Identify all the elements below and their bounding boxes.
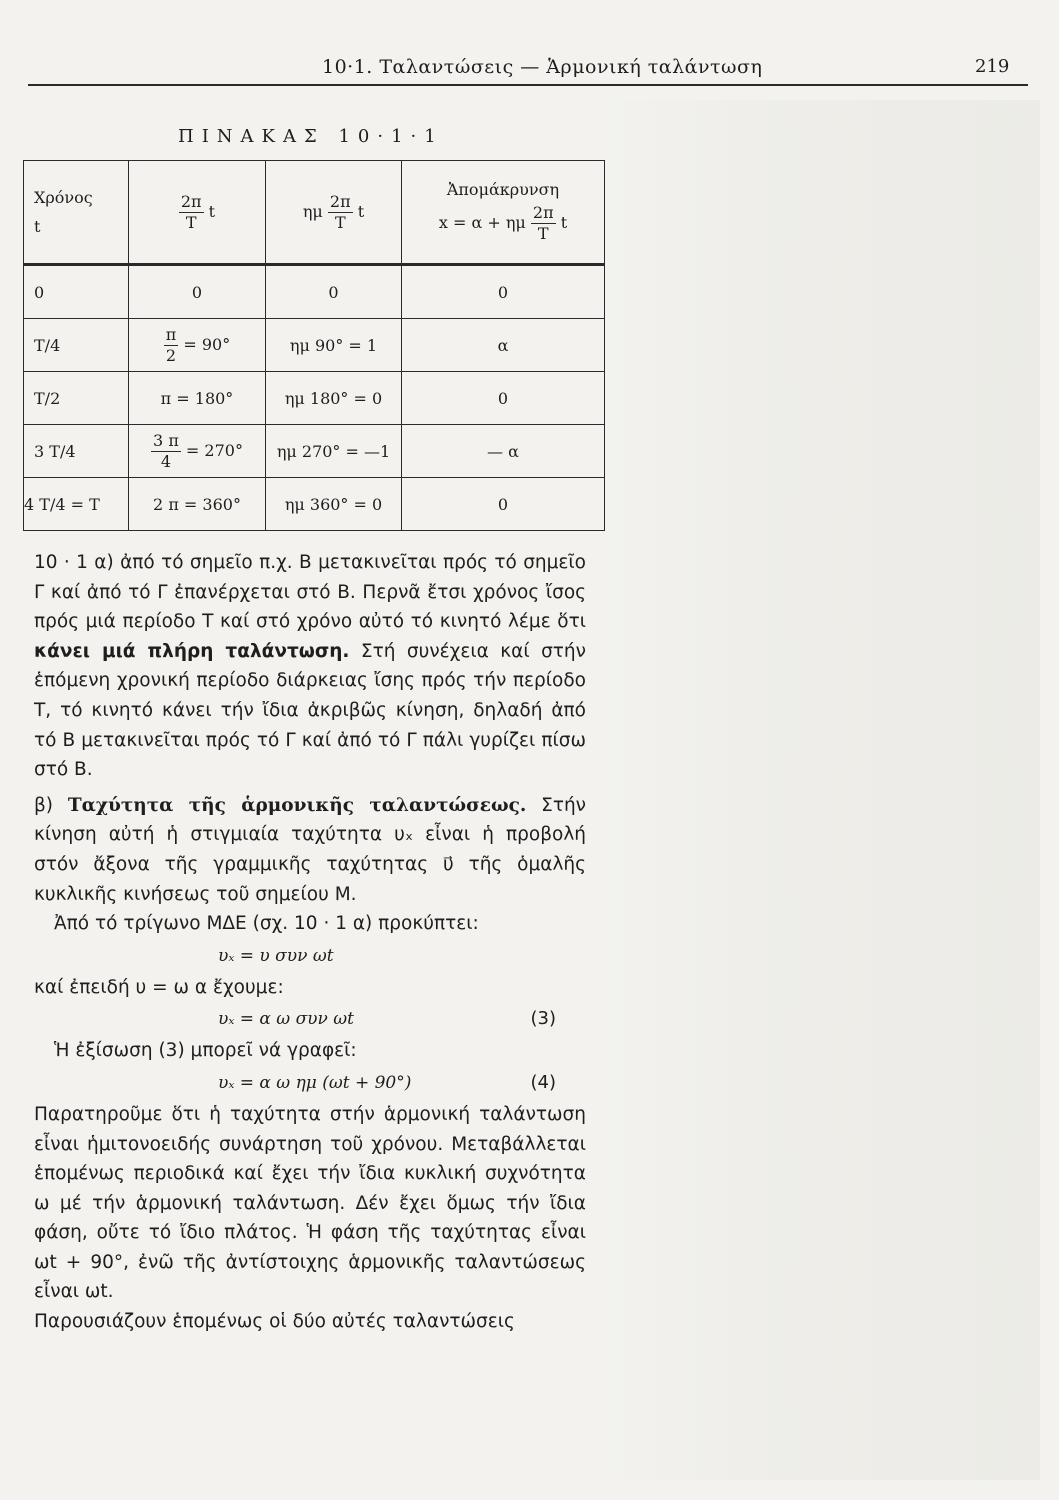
paragraph-velocity: β) Ταχύτητα τῆς ἁρμονικῆς ταλαντώσεως. Στήν κίνηση αὐτή ἡ στιγμιαία ταχύτητα υₓ εἶναι ἡ προβολή στόν ἄξονα τῆς γραμμικῆς ταχύτητας υ⃗ τῆς ὁμαλῆς κυκλικῆς κινήσεως τοῦ σημείου Μ. bbox=[34, 794, 587, 905]
cell-angle: $\frac{\pi}{2}$ = 90° bbox=[129, 319, 266, 372]
equation-4: υₓ = α ω ημ (ωt + 90°) (4) bbox=[34, 1066, 586, 1100]
header-displacement-title: Ἀπομάκρυνση bbox=[446, 180, 560, 199]
paragraph-full-oscillation: 10 · 1 α) ἀπό τό σημεῖο π.χ. Β μετακινεῖται πρός τό σημεῖο Γ καί ἀπό τό Γ ἐπανέρχεται στό Β. Περνᾶ ἔτσι χρόνος ἴσος πρός μιά περίοδο Τ καί στό χρόνο αὐτό τό κινητό λέμε ὅτι κάνει μιά πλήρη ταλάντωση. Στή συνέχεια καί στήν ἑπόμενη χρονική περίοδο διάρκειας ἴσης πρός τήν περίοδο Τ, τό κινητό κάνει τήν ἴδια ἀκριβῶς κίνηση, δηλαδή ἀπό τό Β μετακινεῖται πρός τό Γ καί ἀπό τό Γ πάλι γυρίζει πίσω στό Β. bbox=[34, 552, 586, 781]
cell-displacement: 0 bbox=[402, 372, 605, 425]
equation-1: υₓ = υ συν ωt bbox=[218, 945, 334, 966]
header-sine-func: ημ bbox=[302, 201, 323, 221]
table-row bbox=[24, 372, 605, 425]
oscillation-table bbox=[23, 160, 605, 531]
cell-time: 4 T/4 = T bbox=[24, 478, 129, 531]
table-row bbox=[24, 265, 605, 319]
cell-sine: ημ 180° = 0 bbox=[266, 372, 402, 425]
page-header bbox=[0, 0, 1059, 90]
show-through-shadow bbox=[600, 100, 1040, 1480]
header-time bbox=[24, 161, 129, 265]
equation-3-number: (3) bbox=[530, 1008, 556, 1030]
term-full-oscillation: κάνει μιά πλήρη ταλάντωση. bbox=[34, 640, 350, 662]
cell-sine: 0 bbox=[266, 265, 402, 319]
cell-angle: 2 π = 360° bbox=[129, 478, 266, 531]
header-rule bbox=[28, 84, 1028, 86]
table-row bbox=[24, 425, 605, 478]
table-header-row bbox=[24, 161, 605, 265]
cell-angle: $\frac{3 \pi}{4}$ = 270° bbox=[129, 425, 266, 478]
cell-time: T/2 bbox=[24, 372, 129, 425]
paragraph-rewrite: Ἡ ἐξίσωση (3) μπορεῖ νά γραφεῖ: bbox=[54, 1040, 357, 1062]
cell-angle: 0 bbox=[129, 265, 266, 319]
paragraph-triangle: Ἀπό τό τρίγωνο ΜΔΕ (σχ. 10 · 1 α) προκύπτει: bbox=[54, 913, 479, 935]
equation-3: υₓ = α ω συν ωt (3) bbox=[34, 1002, 586, 1036]
header-angle-fraction: $\frac{2\pi}{T}$ bbox=[180, 191, 202, 232]
page-number: 219 bbox=[975, 56, 1010, 77]
cell-time: 0 bbox=[24, 265, 129, 319]
header-time-symbol: t bbox=[34, 217, 41, 236]
header-time-label: Χρόνος bbox=[34, 188, 93, 207]
cell-displacement: α bbox=[402, 319, 605, 372]
cell-displacement: 0 bbox=[402, 265, 605, 319]
cell-time: 3 T/4 bbox=[24, 425, 129, 478]
table-title: ΠΙΝΑΚΑΣ 10·1·1 bbox=[178, 126, 444, 147]
header-displacement-fraction: $\frac{2\pi}{T}$ bbox=[532, 203, 554, 243]
header-sine-var: t bbox=[357, 201, 365, 221]
cell-sine: ημ 270° = —1 bbox=[266, 425, 402, 478]
header-sine bbox=[266, 161, 402, 265]
body-text bbox=[34, 548, 586, 1337]
cell-displacement: 0 bbox=[402, 478, 605, 531]
cell-sine: ημ 90° = 1 bbox=[266, 319, 402, 372]
header-displacement-formula: x = α + ημ bbox=[438, 213, 526, 232]
header-sine-fraction: $\frac{2\pi}{T}$ bbox=[329, 191, 351, 232]
cell-angle: π = 180° bbox=[129, 372, 266, 425]
paragraph-continuation: Παρουσιάζουν ἑπομένως οἱ δύο αὐτές ταλαντώσεις bbox=[34, 1311, 515, 1333]
cell-sine: ημ 360° = 0 bbox=[266, 478, 402, 531]
header-displacement bbox=[402, 161, 605, 265]
section-heading-velocity: Ταχύτητα τῆς ἁρμονικῆς ταλαντώσεως. bbox=[67, 794, 527, 816]
header-angle bbox=[129, 161, 266, 265]
table-row bbox=[24, 319, 605, 372]
cell-time: T/4 bbox=[24, 319, 129, 372]
paragraph-observation: Παρατηροῦμε ὅτι ἡ ταχύτητα στήν ἁρμονική ταλάντωση εἶναι ἡμιτονοειδής συνάρτηση τοῦ χρόνου. Μεταβάλλεται ἑπομένως περιοδικά καί ἔχει τήν ἴδια κυκλική συχνότητα ω μέ τήν ἁρμονική ταλάντωση. Δέν ἔχει ὅμως τήν ἴδια φάση, οὔτε τό ἴδιο πλάτος. Ἡ φάση τῆς ταχύτητας εἶναι ωt + 90°, ἐνῶ τῆς ἀντίστοιχης ἁρμονικῆς ταλαντώσεως εἶναι ωt. bbox=[34, 1103, 586, 1303]
running-title: 10·1. Ταλαντώσεις — Ἁρμονική ταλάντωση bbox=[322, 56, 763, 78]
table-row bbox=[24, 478, 605, 531]
paragraph-since: καί ἐπειδή υ = ω α ἔχουμε: bbox=[34, 976, 284, 998]
header-displacement-var: t bbox=[560, 213, 568, 232]
cell-displacement: — α bbox=[402, 425, 605, 478]
header-angle-var: t bbox=[208, 201, 216, 221]
equation-4-number: (4) bbox=[530, 1071, 556, 1093]
